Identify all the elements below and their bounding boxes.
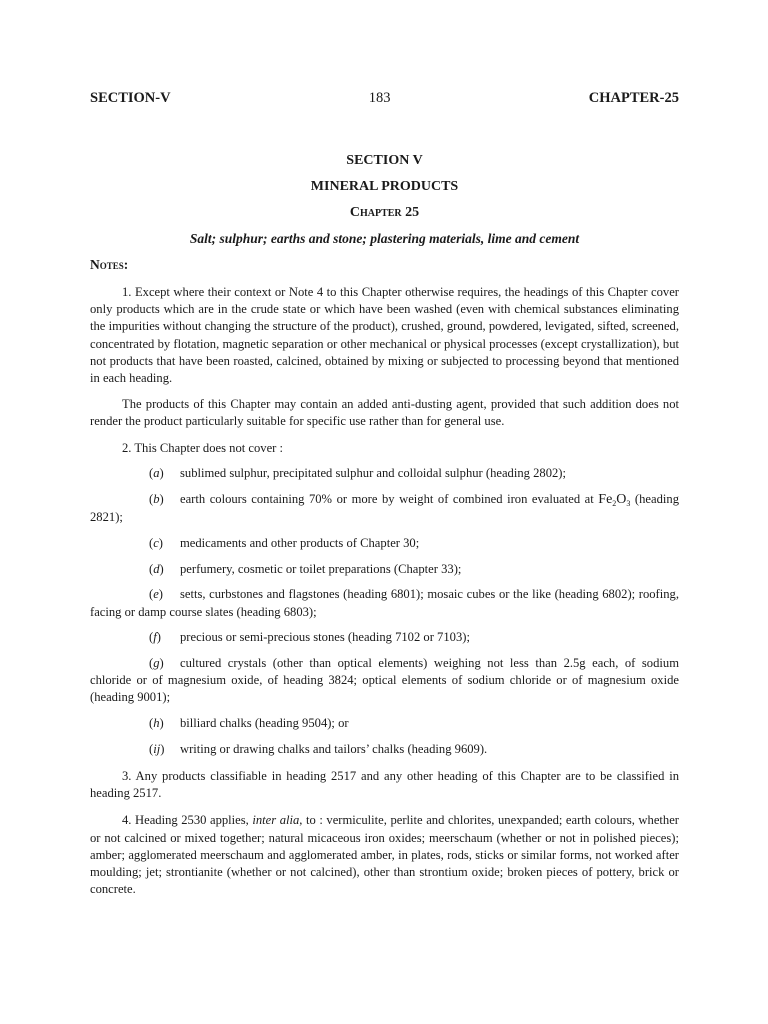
note-2-item-ij xyxy=(90,741,679,758)
page-number: 183 xyxy=(368,90,391,106)
item-text: billiard chalks (heading 9504); or xyxy=(180,716,349,731)
note-2-item-g xyxy=(90,655,679,707)
note-3: 3. Any products classifiable in heading 2517 and any other heading of this Chapter are to be classified in heading 2517. xyxy=(90,768,679,801)
inter-alia: inter alia xyxy=(252,813,300,828)
item-text: writing or drawing chalks and tailors’ chalks (heading 9609). xyxy=(180,741,488,756)
item-label: (h) xyxy=(149,716,164,731)
document-page xyxy=(90,90,679,898)
item-text: perfumery, cosmetic or toilet preparations (Chapter 33); xyxy=(180,561,462,576)
item-label: (c) xyxy=(149,535,163,550)
note-2-item-e xyxy=(90,586,679,620)
note-1-paragraph-2: The products of this Chapter may contain an added anti-dusting agent, provided that such addition does not render the product particularly suitable for specific use rather than for general use. xyxy=(90,397,679,429)
note-1: 1. Except where their context or Note 4 to this Chapter otherwise requires, the headings of this Chapter cover only products which are in the crude state or which have been washed (even with chemical substances eliminating the impurities without changing the structure of the product), crushed, ground, powdered, levigated, sifted, screened, concentrated by flotation, magnetic separation or other mechanical or physical processes (except crystallization), but not products that have been roasted, calcined, obtained by mixing or subjected to processing beyond that mentioned in each heading. xyxy=(90,285,679,386)
note-4: 4. Heading 2530 applies, inter alia, to : vermiculite, perlite and chlorites, unexpanded; earth colours, whether or not calcined or mixed together; natural micaceous iron oxides; meerschaum (whether or not in polished pieces); amber; agglomerated meerschaum and agglomerated amber, in plates, rods, sticks or similar forms, not worked after moulding; jet; strontianite (whether or not calcined), other than strontium oxide; broken pieces of pottery, brick or concrete. xyxy=(90,813,679,897)
note-2-item-h xyxy=(90,715,679,732)
item-label: (f) xyxy=(149,630,161,645)
item-label: (a) xyxy=(149,466,164,481)
note-2-intro: 2. This Chapter does not cover : xyxy=(122,440,284,455)
title-block xyxy=(90,152,679,248)
iron-oxide-formula: $Fe_2O_3$ xyxy=(598,492,631,509)
item-text: medicaments and other products of Chapter 30; xyxy=(180,535,420,550)
header-chapter-label: CHAPTER-25 xyxy=(588,90,679,106)
item-label: (g) xyxy=(149,655,164,670)
section-title: SECTION V xyxy=(346,153,423,168)
header-section-label: SECTION-V xyxy=(90,90,171,106)
item-text: precious or semi-precious stones (heading 7102 or 7103); xyxy=(180,630,470,645)
item-label: (d) xyxy=(149,561,164,576)
note-2-item-a xyxy=(90,465,679,482)
section-name: MINERAL PRODUCTS xyxy=(310,179,459,194)
item-label: (b) xyxy=(149,492,164,507)
item-label: (ij) xyxy=(149,741,165,756)
item-text: setts, curbstones and flagstones (heading 6801); mosaic cubes or the like (heading 6802); roofing, facing or damp course slates (heading 6803); xyxy=(90,587,679,619)
chapter-subtitle: Salt; sulphur; earths and stone; plastering materials, lime and cement xyxy=(189,231,580,246)
note-2-item-b: (b) earth colours containing 70% or more by weight of combined iron evaluated at $Fe_2O_3$ (heading 2821); xyxy=(90,492,679,525)
item-text: cultured crystals (other than optical elements) weighing not less than 2.5g each, of sodium chloride or of magnesium oxide, of heading 3824; optical elements of sodium chloride or of magnesium oxide (heading 9001); xyxy=(90,655,679,705)
note-2-item-c xyxy=(90,535,679,552)
item-text: sublimed sulphur, precipitated sulphur and colloidal sulphur (heading 2802); xyxy=(180,466,566,481)
item-label: (e) xyxy=(149,587,163,602)
running-header xyxy=(90,90,679,110)
notes-heading: Notes: xyxy=(90,257,129,272)
note-2-item-f xyxy=(90,629,679,646)
chapter-title: Chapter 25 xyxy=(349,205,420,220)
item-text: earth colours containing 70% or more by weight of combined iron evaluated at xyxy=(180,492,599,507)
note-2-item-d xyxy=(90,561,679,578)
